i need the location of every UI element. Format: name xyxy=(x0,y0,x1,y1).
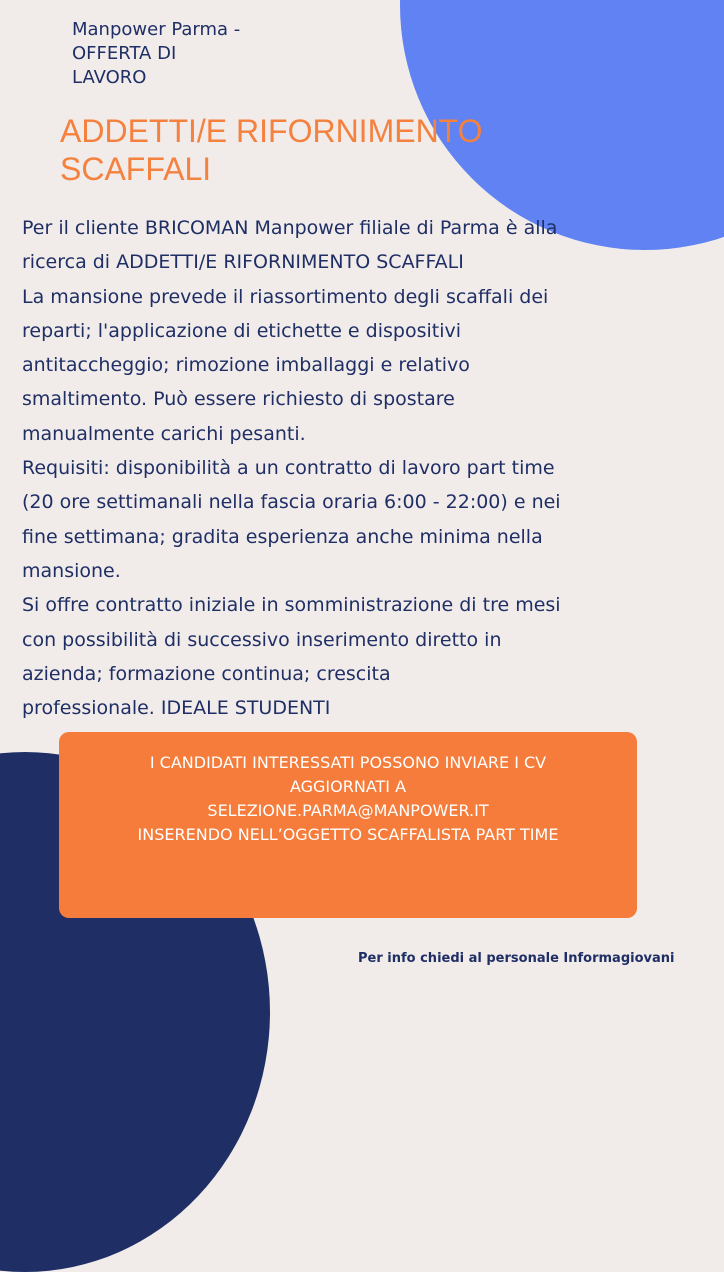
job-description xyxy=(22,211,702,725)
description-line: smaltimento. Può essere richiesto di spostare xyxy=(22,388,455,411)
cta-line: INSERENDO NELL’OGGETTO SCAFFALISTA PART TIME xyxy=(137,825,559,844)
description-line: manualmente carichi pesanti. xyxy=(22,422,306,445)
description-line: Si offre contratto iniziale in somministrazione di tre mesi xyxy=(22,594,561,617)
description-line: ricerca di ADDETTI/E RIFORNIMENTO SCAFFALI xyxy=(22,251,464,274)
header-block xyxy=(72,18,240,90)
page-title xyxy=(60,112,483,188)
description-line: reparti; l'applicazione di etichette e dispositivi xyxy=(22,319,462,342)
cta-line: AGGIORNATI A xyxy=(289,777,407,796)
description-line: antitaccheggio; rimozione imballaggi e relativo xyxy=(22,354,470,377)
description-line: azienda; formazione continua; crescita xyxy=(22,662,391,685)
application-info-text xyxy=(59,751,637,847)
description-line: con possibilità di successivo inserimento diretto in xyxy=(22,628,502,651)
cta-email[interactable]: SELEZIONE.PARMA@MANPOWER.IT xyxy=(207,801,489,820)
cta-line: I CANDIDATI INTERESSATI POSSONO INVIARE I CV xyxy=(149,753,547,772)
description-line: (20 ore settimanali nella fascia oraria 6:00 - 22:00) e nei xyxy=(22,491,561,514)
description-line: professionale. IDEALE STUDENTI xyxy=(22,697,331,720)
description-line: La mansione prevede il riassortimento degli scaffali dei xyxy=(22,285,549,308)
title-line: ADDETTI/E RIFORNIMENTO xyxy=(60,113,483,149)
description-line: Per il cliente BRICOMAN Manpower filiale di Parma è alla xyxy=(22,217,558,239)
header-line: OFFERTA DI xyxy=(72,43,177,64)
title-line: SCAFFALI xyxy=(60,151,212,187)
footer-note: Per info chiedi al personale Informagiovani xyxy=(358,951,675,966)
application-info-box xyxy=(59,732,637,918)
header-line: LAVORO xyxy=(72,67,147,88)
header-line: Manpower Parma - xyxy=(72,19,241,40)
description-line: mansione. xyxy=(22,559,121,582)
description-line: fine settimana; gradita esperienza anche minima nella xyxy=(22,525,543,548)
description-line: Requisiti: disponibilità a un contratto di lavoro part time xyxy=(22,457,555,480)
